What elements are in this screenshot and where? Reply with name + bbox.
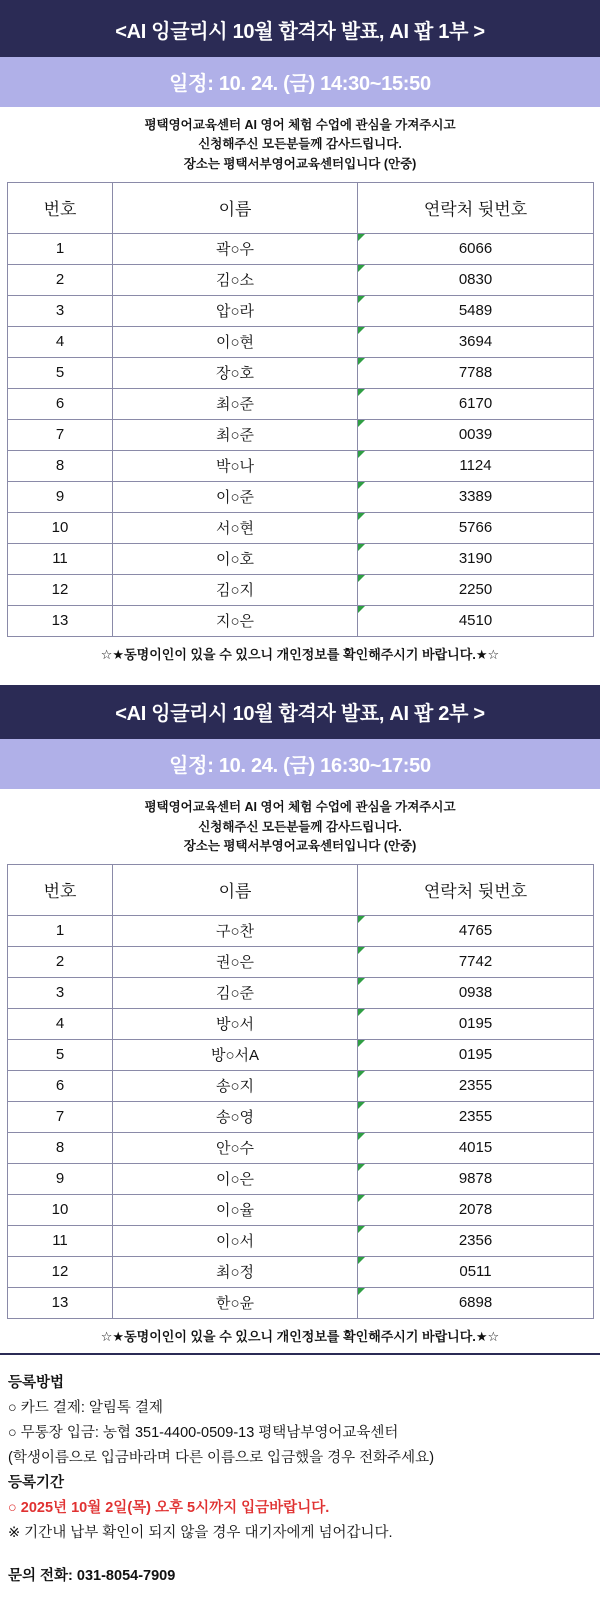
cell-no: 8 bbox=[8, 451, 113, 482]
cell-no: 13 bbox=[8, 1288, 113, 1319]
cell-phone: 4765 bbox=[358, 916, 594, 947]
cell-phone: 3190 bbox=[358, 544, 594, 575]
section-notice bbox=[0, 107, 600, 182]
bottom-divider bbox=[0, 1353, 600, 1355]
cell-name: 최○준 bbox=[113, 389, 358, 420]
cell-phone: 4510 bbox=[358, 606, 594, 637]
column-header-name: 이름 bbox=[113, 183, 358, 234]
notice-line: 평택영어교육센터 AI 영어 체험 수업에 관심을 가져주시고 bbox=[144, 118, 456, 132]
registration-deadline: ○ 2025년 10월 2일(목) 오후 5시까지 입금바랍니다. bbox=[8, 1499, 330, 1516]
table-row bbox=[8, 389, 594, 420]
table-row bbox=[8, 1257, 594, 1288]
registration-info bbox=[0, 1363, 600, 1603]
table-row bbox=[8, 916, 594, 947]
section-footnote: ☆★동명이인이 있을 수 있으니 개인정보를 확인해주시기 바랍니다.★☆ bbox=[100, 647, 500, 663]
cell-no: 11 bbox=[8, 544, 113, 575]
section-title: <AI 잉글리시 10월 합격자 발표, AI 팝 2부 > bbox=[0, 685, 600, 739]
registration-method-heading: 등록방법 bbox=[8, 1375, 65, 1392]
roster-table bbox=[7, 864, 594, 1319]
cell-name: 압○라 bbox=[113, 296, 358, 327]
cell-phone: 0938 bbox=[358, 978, 594, 1009]
cell-no: 6 bbox=[8, 389, 113, 420]
table-row bbox=[8, 482, 594, 513]
cell-name: 이○준 bbox=[113, 482, 358, 513]
table-row bbox=[8, 327, 594, 358]
table-row bbox=[8, 513, 594, 544]
cell-phone: 2356 bbox=[358, 1226, 594, 1257]
table-row bbox=[8, 1288, 594, 1319]
cell-no: 7 bbox=[8, 1102, 113, 1133]
cell-no: 9 bbox=[8, 482, 113, 513]
cell-phone: 0195 bbox=[358, 1009, 594, 1040]
cell-phone: 2355 bbox=[358, 1071, 594, 1102]
table-row bbox=[8, 1226, 594, 1257]
cell-phone: 7742 bbox=[358, 947, 594, 978]
column-header-no: 번호 bbox=[8, 183, 113, 234]
cell-name: 김○준 bbox=[113, 978, 358, 1009]
table-row bbox=[8, 420, 594, 451]
cell-name: 권○은 bbox=[113, 947, 358, 978]
table-row bbox=[8, 1195, 594, 1226]
cell-name: 김○소 bbox=[113, 265, 358, 296]
column-header-no: 번호 bbox=[8, 865, 113, 916]
table-row bbox=[8, 606, 594, 637]
bottom-spacer bbox=[8, 1546, 592, 1558]
cell-phone: 0511 bbox=[358, 1257, 594, 1288]
cell-no: 5 bbox=[8, 358, 113, 389]
cell-no: 4 bbox=[8, 327, 113, 358]
column-header-phone: 연락처 뒷번호 bbox=[358, 183, 594, 234]
registration-method-transfer: ○ 무통장 입금: 농협 351-4400-0509-13 평택남부영어교육센터 bbox=[8, 1425, 399, 1442]
cell-phone: 1124 bbox=[358, 451, 594, 482]
cell-phone: 5489 bbox=[358, 296, 594, 327]
table-header-row bbox=[8, 183, 594, 234]
cell-name: 김○지 bbox=[113, 575, 358, 606]
cell-name: 서○현 bbox=[113, 513, 358, 544]
cell-no: 5 bbox=[8, 1040, 113, 1071]
table-row bbox=[8, 1071, 594, 1102]
table-row bbox=[8, 947, 594, 978]
cell-phone: 3694 bbox=[358, 327, 594, 358]
cell-name: 안○수 bbox=[113, 1133, 358, 1164]
cell-no: 3 bbox=[8, 978, 113, 1009]
cell-name: 지○은 bbox=[113, 606, 358, 637]
notice-line: 장소는 평택서부영어교육센터입니다 (안중) bbox=[183, 838, 417, 853]
cell-name: 송○지 bbox=[113, 1071, 358, 1102]
table-row bbox=[8, 265, 594, 296]
cell-name: 구○찬 bbox=[113, 916, 358, 947]
cell-no: 12 bbox=[8, 1257, 113, 1288]
cell-name: 최○준 bbox=[113, 420, 358, 451]
cell-no: 2 bbox=[8, 947, 113, 978]
table-row bbox=[8, 1102, 594, 1133]
notice-line: 평택영어교육센터 AI 영어 체험 수업에 관심을 가져주시고 bbox=[144, 800, 456, 815]
table-row bbox=[8, 1164, 594, 1195]
section-gap bbox=[0, 671, 600, 685]
cell-phone: 0195 bbox=[358, 1040, 594, 1071]
cell-phone: 0830 bbox=[358, 265, 594, 296]
cell-name: 송○영 bbox=[113, 1102, 358, 1133]
notice-line: 신청해주신 모든분들께 감사드립니다. bbox=[198, 819, 402, 834]
cell-name: 곽○우 bbox=[113, 234, 358, 265]
cell-phone: 2355 bbox=[358, 1102, 594, 1133]
table-row bbox=[8, 234, 594, 265]
cell-name: 이○은 bbox=[113, 1164, 358, 1195]
cell-name: 방○서 bbox=[113, 1009, 358, 1040]
section-schedule: 일정: 10. 24. (금) 14:30~15:50 bbox=[0, 57, 600, 107]
notice-line: 신청해주신 모든분들께 감사드립니다. bbox=[198, 137, 402, 152]
cell-no: 13 bbox=[8, 606, 113, 637]
cell-no: 8 bbox=[8, 1133, 113, 1164]
cell-phone: 6898 bbox=[358, 1288, 594, 1319]
table-row bbox=[8, 978, 594, 1009]
cell-name: 박○나 bbox=[113, 451, 358, 482]
section-footnote: ☆★동명이인이 있을 수 있으니 개인정보를 확인해주시기 바랍니다.★☆ bbox=[100, 1329, 500, 1345]
cell-name: 이○서 bbox=[113, 1226, 358, 1257]
cell-phone: 9878 bbox=[358, 1164, 594, 1195]
registration-period-note: ※ 기간내 납부 확인이 되지 않을 경우 대기자에게 넘어갑니다. bbox=[8, 1524, 393, 1541]
cell-name: 장○호 bbox=[113, 358, 358, 389]
cell-no: 4 bbox=[8, 1009, 113, 1040]
cell-no: 3 bbox=[8, 296, 113, 327]
cell-name: 한○윤 bbox=[113, 1288, 358, 1319]
cell-no: 6 bbox=[8, 1071, 113, 1102]
column-header-phone: 연락처 뒷번호 bbox=[358, 865, 594, 916]
section-part2 bbox=[0, 685, 600, 1353]
cell-phone: 5766 bbox=[358, 513, 594, 544]
cell-no: 11 bbox=[8, 1226, 113, 1257]
column-header-name: 이름 bbox=[113, 865, 358, 916]
section-title: <AI 잉글리시 10월 합격자 발표, AI 팝 1부 > bbox=[0, 3, 600, 57]
table-row bbox=[8, 358, 594, 389]
cell-no: 2 bbox=[8, 265, 113, 296]
table-row bbox=[8, 1133, 594, 1164]
cell-name: 이○율 bbox=[113, 1195, 358, 1226]
cell-no: 1 bbox=[8, 234, 113, 265]
section-notice bbox=[0, 789, 600, 864]
contact-phone: 문의 전화: 031-8054-7909 bbox=[8, 1567, 176, 1584]
cell-phone: 7788 bbox=[358, 358, 594, 389]
cell-name: 방○서A bbox=[113, 1040, 358, 1071]
registration-method-card: ○ 카드 결제: 알림톡 결제 bbox=[8, 1400, 163, 1417]
cell-name: 이○호 bbox=[113, 544, 358, 575]
cell-phone: 2078 bbox=[358, 1195, 594, 1226]
cell-no: 1 bbox=[8, 916, 113, 947]
table-row bbox=[8, 296, 594, 327]
section-part1 bbox=[0, 3, 600, 671]
cell-no: 7 bbox=[8, 420, 113, 451]
cell-phone: 6170 bbox=[358, 389, 594, 420]
cell-no: 10 bbox=[8, 513, 113, 544]
cell-phone: 6066 bbox=[358, 234, 594, 265]
cell-phone: 4015 bbox=[358, 1133, 594, 1164]
section-schedule: 일정: 10. 24. (금) 16:30~17:50 bbox=[0, 739, 600, 789]
cell-no: 10 bbox=[8, 1195, 113, 1226]
registration-period-heading: 등록기간 bbox=[8, 1475, 65, 1491]
cell-no: 9 bbox=[8, 1164, 113, 1195]
table-row bbox=[8, 1009, 594, 1040]
registration-method-note: (학생이름으로 입금바라며 다른 이름으로 입금했을 경우 전화주세요) bbox=[8, 1450, 435, 1467]
cell-name: 최○정 bbox=[113, 1257, 358, 1288]
cell-phone: 0039 bbox=[358, 420, 594, 451]
table-header-row bbox=[8, 865, 594, 916]
table-row bbox=[8, 575, 594, 606]
table-row bbox=[8, 544, 594, 575]
cell-name: 이○현 bbox=[113, 327, 358, 358]
cell-phone: 3389 bbox=[358, 482, 594, 513]
roster-table bbox=[7, 182, 594, 637]
table-row bbox=[8, 1040, 594, 1071]
table-row bbox=[8, 451, 594, 482]
notice-line: 장소는 평택서부영어교육센터입니다 (안중) bbox=[183, 156, 417, 171]
cell-no: 12 bbox=[8, 575, 113, 606]
cell-phone: 2250 bbox=[358, 575, 594, 606]
